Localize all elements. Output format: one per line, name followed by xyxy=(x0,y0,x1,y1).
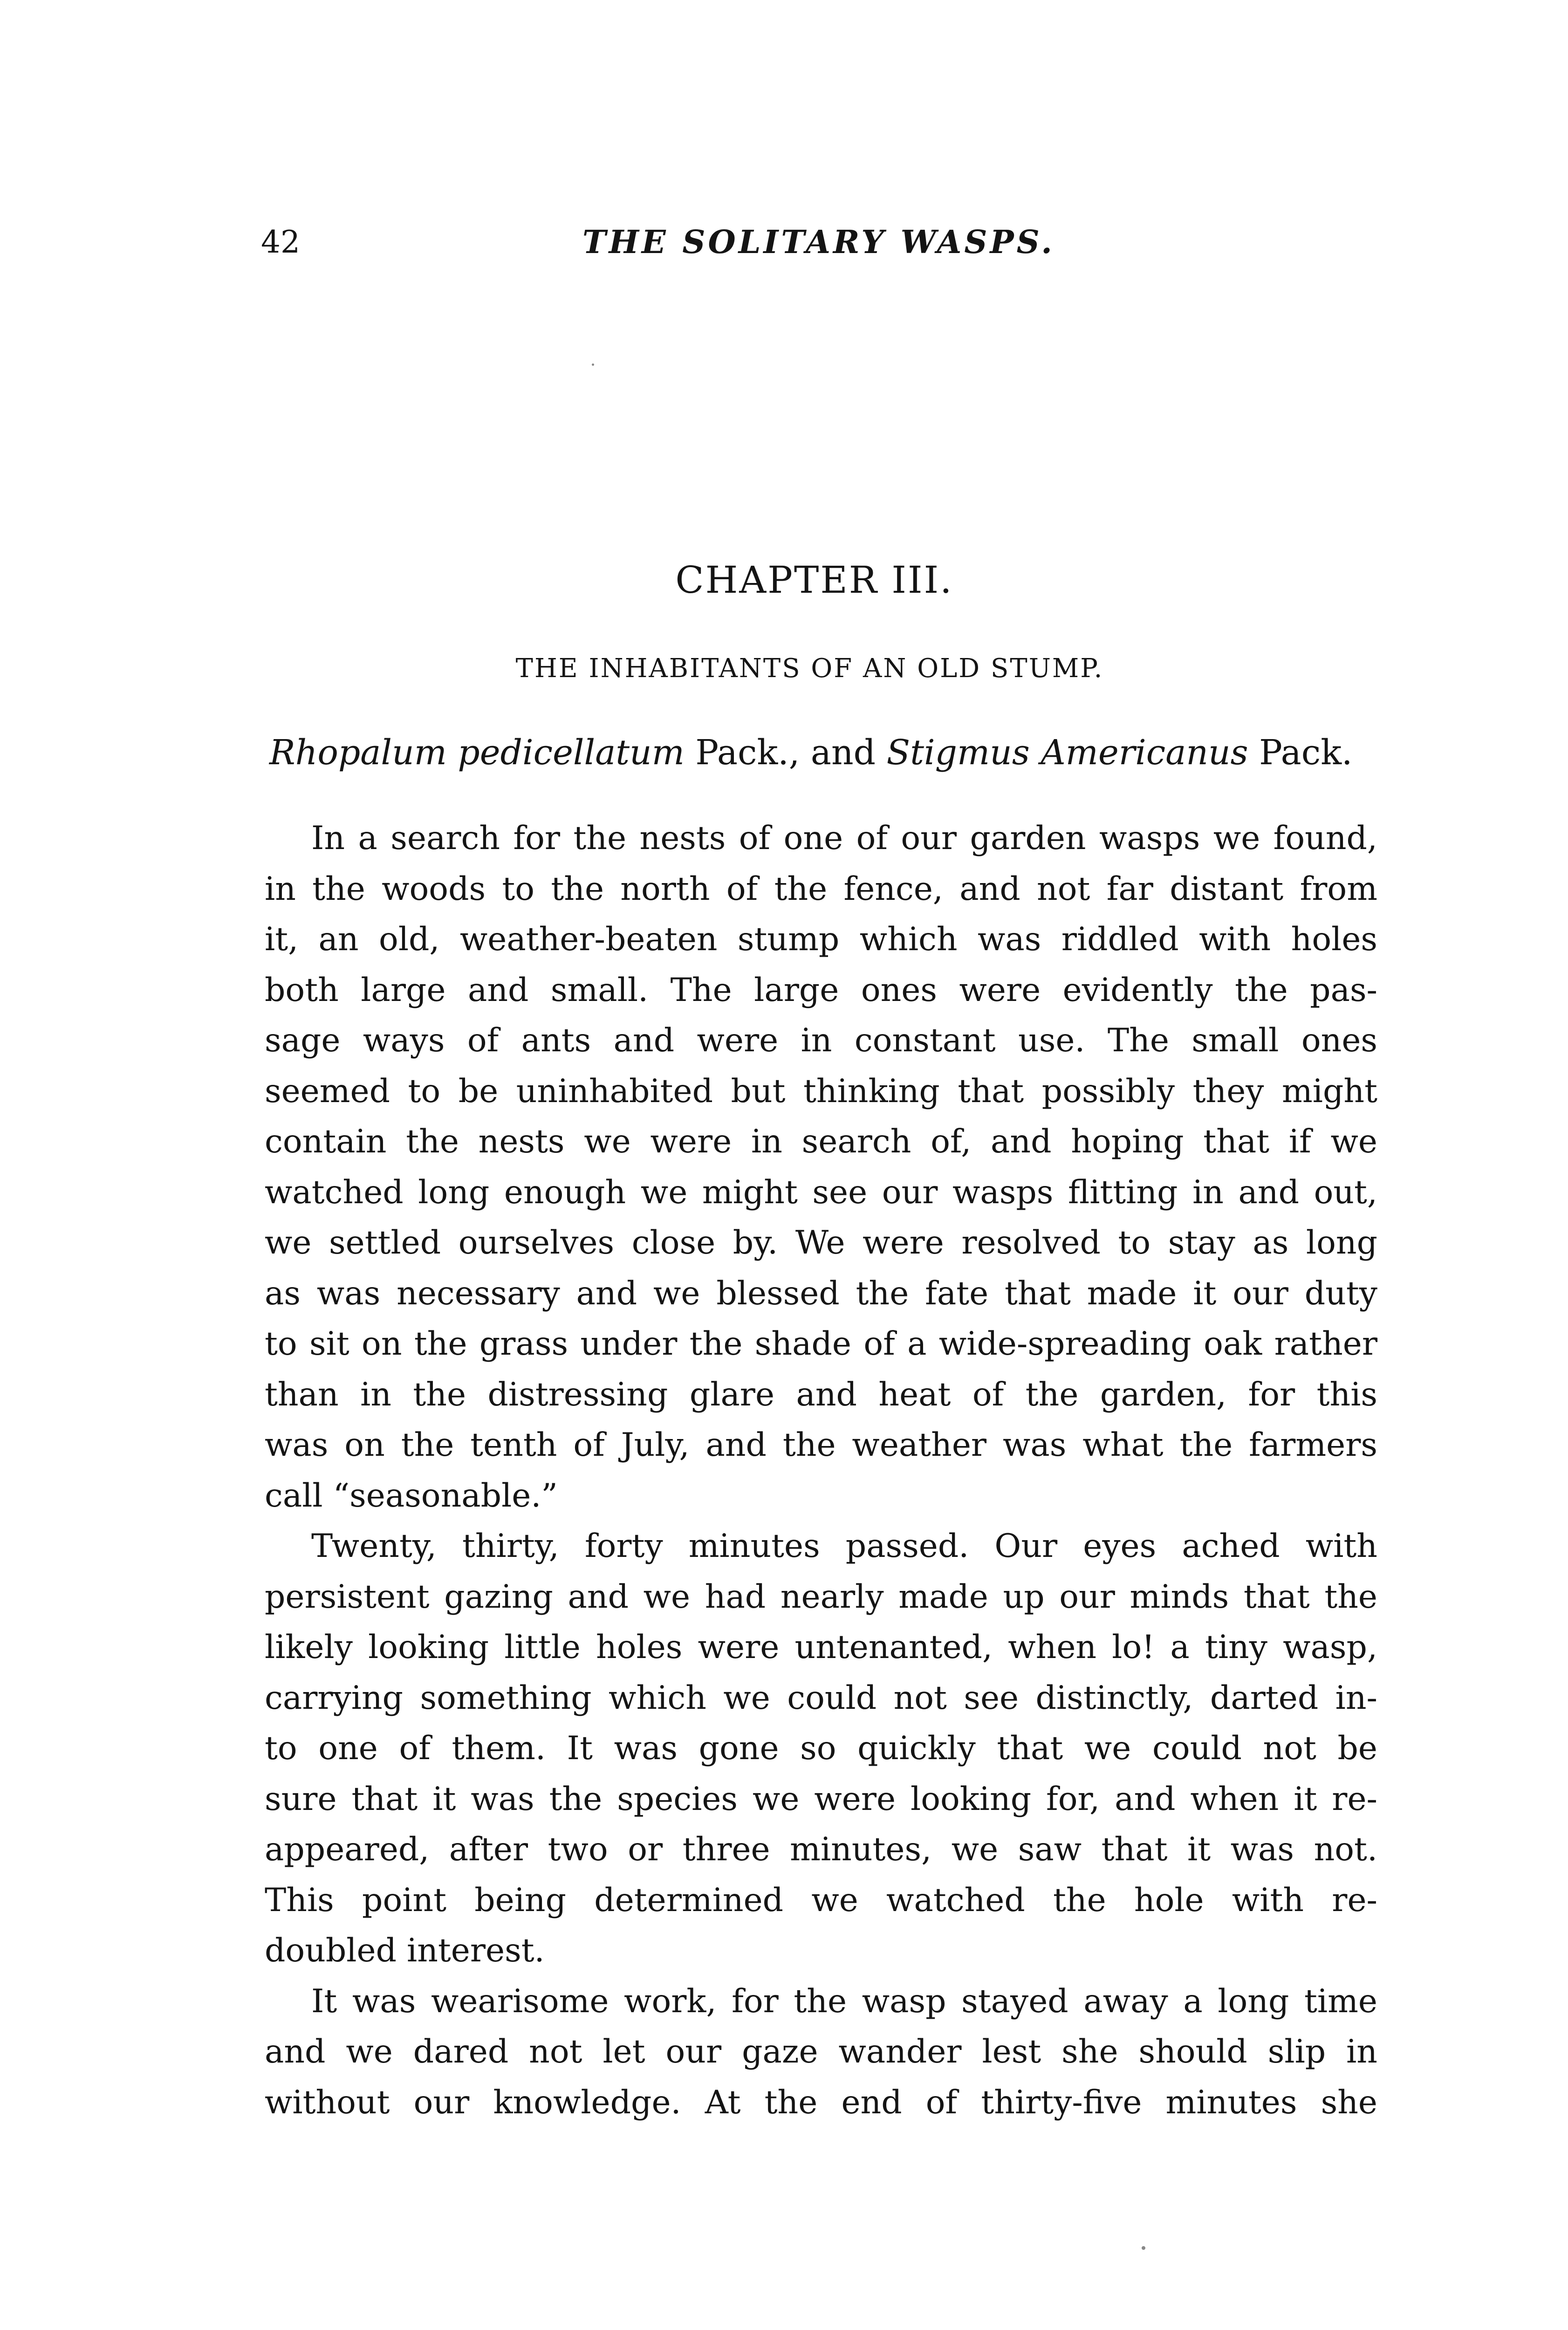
species-name-rhopalum: Rhopalum pedicellatum xyxy=(269,733,685,773)
body-text xyxy=(265,813,1377,2128)
text-line: both large and small. The large ones were evidently the pas- xyxy=(265,971,1377,1009)
text-line: as was necessary and we blessed the fate that made it our duty xyxy=(265,1275,1377,1312)
text-line: This point being determined we watched the hole with re- xyxy=(265,1881,1377,1919)
text-line: Twenty, thirty, forty minutes passed. Our eyes ached with xyxy=(311,1528,1377,1565)
page-number: 42 xyxy=(261,224,300,260)
text-line: we settled ourselves close by. We were resolved to stay as long xyxy=(265,1224,1377,1261)
species-author-2: Pack. xyxy=(1248,733,1353,773)
page-header xyxy=(261,219,1372,266)
text-line: and we dared not let our gaze wander lest she should slip in xyxy=(265,2033,1377,2070)
running-title: THE SOLITARY WASPS. xyxy=(582,224,1055,261)
text-line: doubled interest. xyxy=(265,1932,545,1969)
text-line: to one of them. It was gone so quickly that we could not be xyxy=(265,1730,1377,1767)
ink-speck xyxy=(1142,2246,1145,2250)
text-line: In a search for the nests of one of our garden wasps we found, xyxy=(311,820,1377,857)
text-line: watched long enough we might see our wasps flitting in and out, xyxy=(265,1173,1377,1211)
text-line: likely looking little holes were untenanted, when lo! a tiny wasp, xyxy=(265,1629,1377,1666)
paragraph xyxy=(265,1521,1377,1976)
species-subtitle xyxy=(269,727,1353,778)
text-line: was on the tenth of July, and the weather was what the farmers xyxy=(265,1426,1377,1464)
text-line: in the woods to the north of the fence, and not far distant from xyxy=(265,870,1377,908)
ink-speck xyxy=(592,363,594,366)
text-line: than in the distressing glare and heat of the garden, for this xyxy=(265,1376,1377,1413)
chapter-title: THE INHABITANTS OF AN OLD STUMP. xyxy=(515,653,1104,684)
chapter-number: CHAPTER III. xyxy=(675,558,953,602)
text-line: sure that it was the species we were looking for, and when it re- xyxy=(265,1780,1377,1818)
paragraph xyxy=(265,1976,1377,2128)
text-line: It was wearisome work, for the wasp stayed away a long time xyxy=(311,1982,1377,2020)
text-line: appeared, after two or three minutes, we saw that it was not. xyxy=(265,1831,1377,1868)
paragraph xyxy=(265,813,1377,1521)
text-line: persistent gazing and we had nearly made up our minds that the xyxy=(265,1578,1377,1616)
species-author-1: Pack., and xyxy=(684,733,887,773)
text-line: to sit on the grass under the shade of a wide-spreading oak rather xyxy=(265,1325,1377,1363)
text-line: without our knowledge. At the end of thirty-five minutes she xyxy=(265,2083,1377,2121)
text-line: sage ways of ants and were in constant use. The small ones xyxy=(265,1022,1377,1059)
text-line: carrying something which we could not see distinctly, darted in- xyxy=(265,1679,1377,1717)
species-name-stigmus: Stigmus Americanus xyxy=(886,733,1248,773)
text-line: call “seasonable.” xyxy=(265,1477,558,1514)
text-line: it, an old, weather-beaten stump which was riddled with holes xyxy=(265,921,1377,958)
text-line: seemed to be uninhabited but thinking that possibly they might xyxy=(265,1072,1377,1110)
text-line: contain the nests we were in search of, and hoping that if we xyxy=(265,1123,1377,1160)
